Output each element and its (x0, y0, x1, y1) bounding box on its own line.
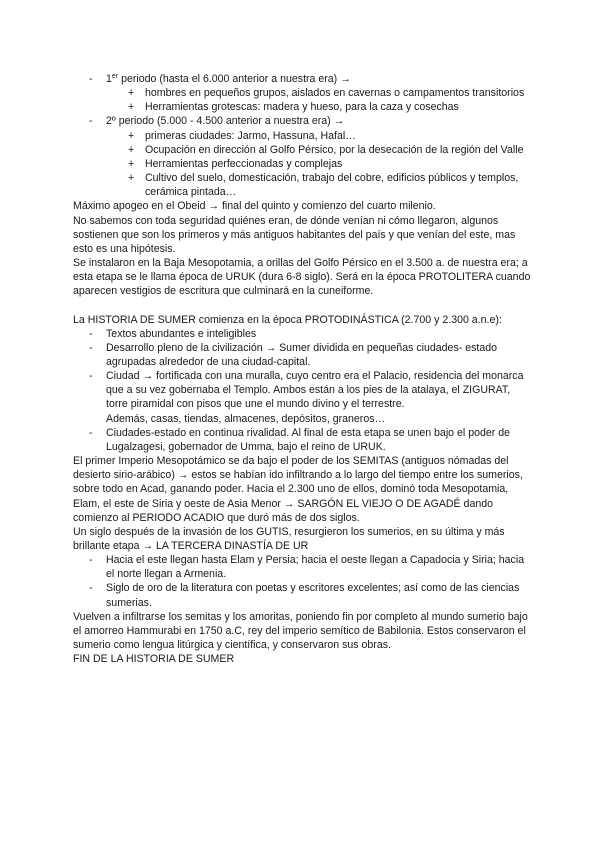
document-body (73, 72, 533, 666)
plus-bullet: + (128, 101, 135, 114)
period-2-subitem (73, 171, 533, 199)
period-2-text: 2º periodo (5.000 - 4.500 anterior a nuestra era) → (106, 115, 345, 128)
paragraph-uruk: Se instalaron en la Baja Mesopotamia, a orillas del Golfo Pérsico en el 3.500 a. de nuestra era; a esta etapa se le llama época de URUK (dura 6-8 siglo). Será en la época PROTOLITERA cuando aparecen vestigios de escritura que culminará en la cuneiforme. (73, 257, 531, 298)
ur-item (73, 553, 533, 581)
sumer-item (73, 426, 533, 454)
period-2-item (73, 114, 533, 128)
sumer-item (73, 369, 533, 426)
sumer-item (73, 341, 533, 369)
period-1-item (73, 72, 533, 86)
paragraph-closing: Vuelven a infiltrarse los semitas y los amoritas, poniendo fin por completo al mundo sumerio bajo el amorreo Hammurabi en 1750 a.C, rey del imperio semítico de Babilonia. Estos conservaron el sumerio como lengua litúrgica y científica, y conservaron sus obras. (73, 610, 528, 652)
dash-bullet: - (89, 341, 93, 354)
period-2-subitem-text: Herramientas perfeccionadas y complejas (145, 157, 343, 170)
period-2-subitem (73, 129, 533, 143)
dash-bullet: - (89, 582, 93, 595)
period-1-subitem-text: Herramientas grotescas: madera y hueso, para la caza y cosechas (145, 101, 459, 114)
period-1-superscript: er (111, 73, 119, 80)
dash-bullet: - (89, 554, 93, 567)
period-2-subitem (73, 157, 533, 171)
period-2-subitem-text: primeras ciudades: Jarmo, Hassuna, Hafal… (145, 129, 356, 142)
sumer-item-text: Textos abundantes e inteligibles (106, 327, 257, 340)
period-1-text: periodo (hasta el 6.000 anterior a nuestra era) → (118, 73, 351, 85)
dash-bullet: - (89, 426, 93, 439)
dash-bullet: - (89, 115, 93, 128)
plus-bullet: + (128, 157, 135, 170)
ur-item (73, 581, 533, 609)
plus-bullet: + (128, 129, 135, 142)
blank-line (73, 299, 533, 313)
sumer-item-text: Ciudades-estado en continua rivalidad. Al final de esta etapa se unen bajo el poder de Lugalzagesi, gobernador de Umma, bajo el reino de URUK. (106, 426, 511, 453)
sumer-item-text: Desarrollo pleno de la civilización → Sumer dividida en pequeñas ciudades- estado agrupadas alrededor de una ciudad-capital. (106, 341, 498, 368)
period-1-subitem-text: hombres en pequeños grupos, aislados en cavernas o campamentos transitorios (145, 87, 525, 100)
end-heading: FIN DE LA HISTORIA DE SUMER (73, 653, 235, 666)
sumer-intro: La HISTORIA DE SUMER comienza en la época PROTODINÁSTICA (2.700 y 2.300 a.n.e): (73, 313, 502, 326)
dash-bullet: - (89, 73, 93, 85)
period-1-subitem (73, 100, 533, 114)
paragraph-obeid: Máximo apogeo en el Obeid → final del quinto y comienzo del cuarto milenio. (73, 200, 436, 213)
period-1-number: 1 (106, 73, 112, 85)
plus-bullet: + (128, 87, 135, 100)
period-2-subitem-text: Ocupación en dirección al Golfo Pérsico, por la desecación de la región del Valle (145, 143, 524, 156)
plus-bullet: + (128, 172, 135, 185)
paragraph-gutis: Un siglo después de la invasión de los GUTIS, resurgieron los sumerios, en su última y más brillante etapa → LA TERCERA DINASTÍA DE UR (73, 525, 505, 552)
sumer-item-continuation: Además, casas, tiendas, almacenes, depósitos, graneros… (106, 412, 386, 425)
period-2-subitem (73, 143, 533, 157)
sumer-item-text: Ciudad → fortificada con una muralla, cuyo centro era el Palacio, residencia del monarca que a su vez gobernaba el Templo. Ambos están a los pies de la atalaya, el ZIGURAT, torre piramidal con pisos que une el mundo divino y el terrestre. (106, 370, 524, 411)
dash-bullet: - (89, 327, 93, 340)
period-2-subitem-text: Cultivo del suelo, domesticación, trabajo del cobre, edificios públicos y templos, cerámica pintada… (145, 172, 519, 199)
sumer-item (73, 327, 533, 341)
period-1-subitem (73, 86, 533, 100)
paragraph-origin: No sabemos con toda seguridad quiénes eran, de dónde venían ni cómo llegaron, algunos sostienen que son los primeros y más antiguos habitantes del país y que venían del este, mas esto es una hipótesis. (73, 214, 516, 255)
ur-item-text: Siglo de oro de la literatura con poetas y escritores excelentes; así como de las ciencias sumerias. (106, 582, 520, 609)
ur-item-text: Hacia el este llegan hasta Elam y Persia; hacia el oeste llegan a Capadocia y Siria; hacia el norte llegan a Armenia. (106, 554, 525, 581)
paragraph-semitas: El primer Imperio Mesopotámico se da bajo el poder de los SEMITAS (antiguos nómadas del desierto sirio-arábico) → estos se habían ido infiltrando a lo largo del tiempo entre los sumerios, sobre todo en Acad, ganando poder. Hacia el 2.300 uno de ellos, dominó toda Mesopotamia, Elam, el este de Siria y oeste de Asia Menor → SARGÓN EL VIEJO O DE AGADÉ dando comienzo al PERIODO ACADIO que duró más de dos siglos. (73, 455, 523, 524)
dash-bullet: - (89, 370, 93, 383)
plus-bullet: + (128, 143, 135, 156)
